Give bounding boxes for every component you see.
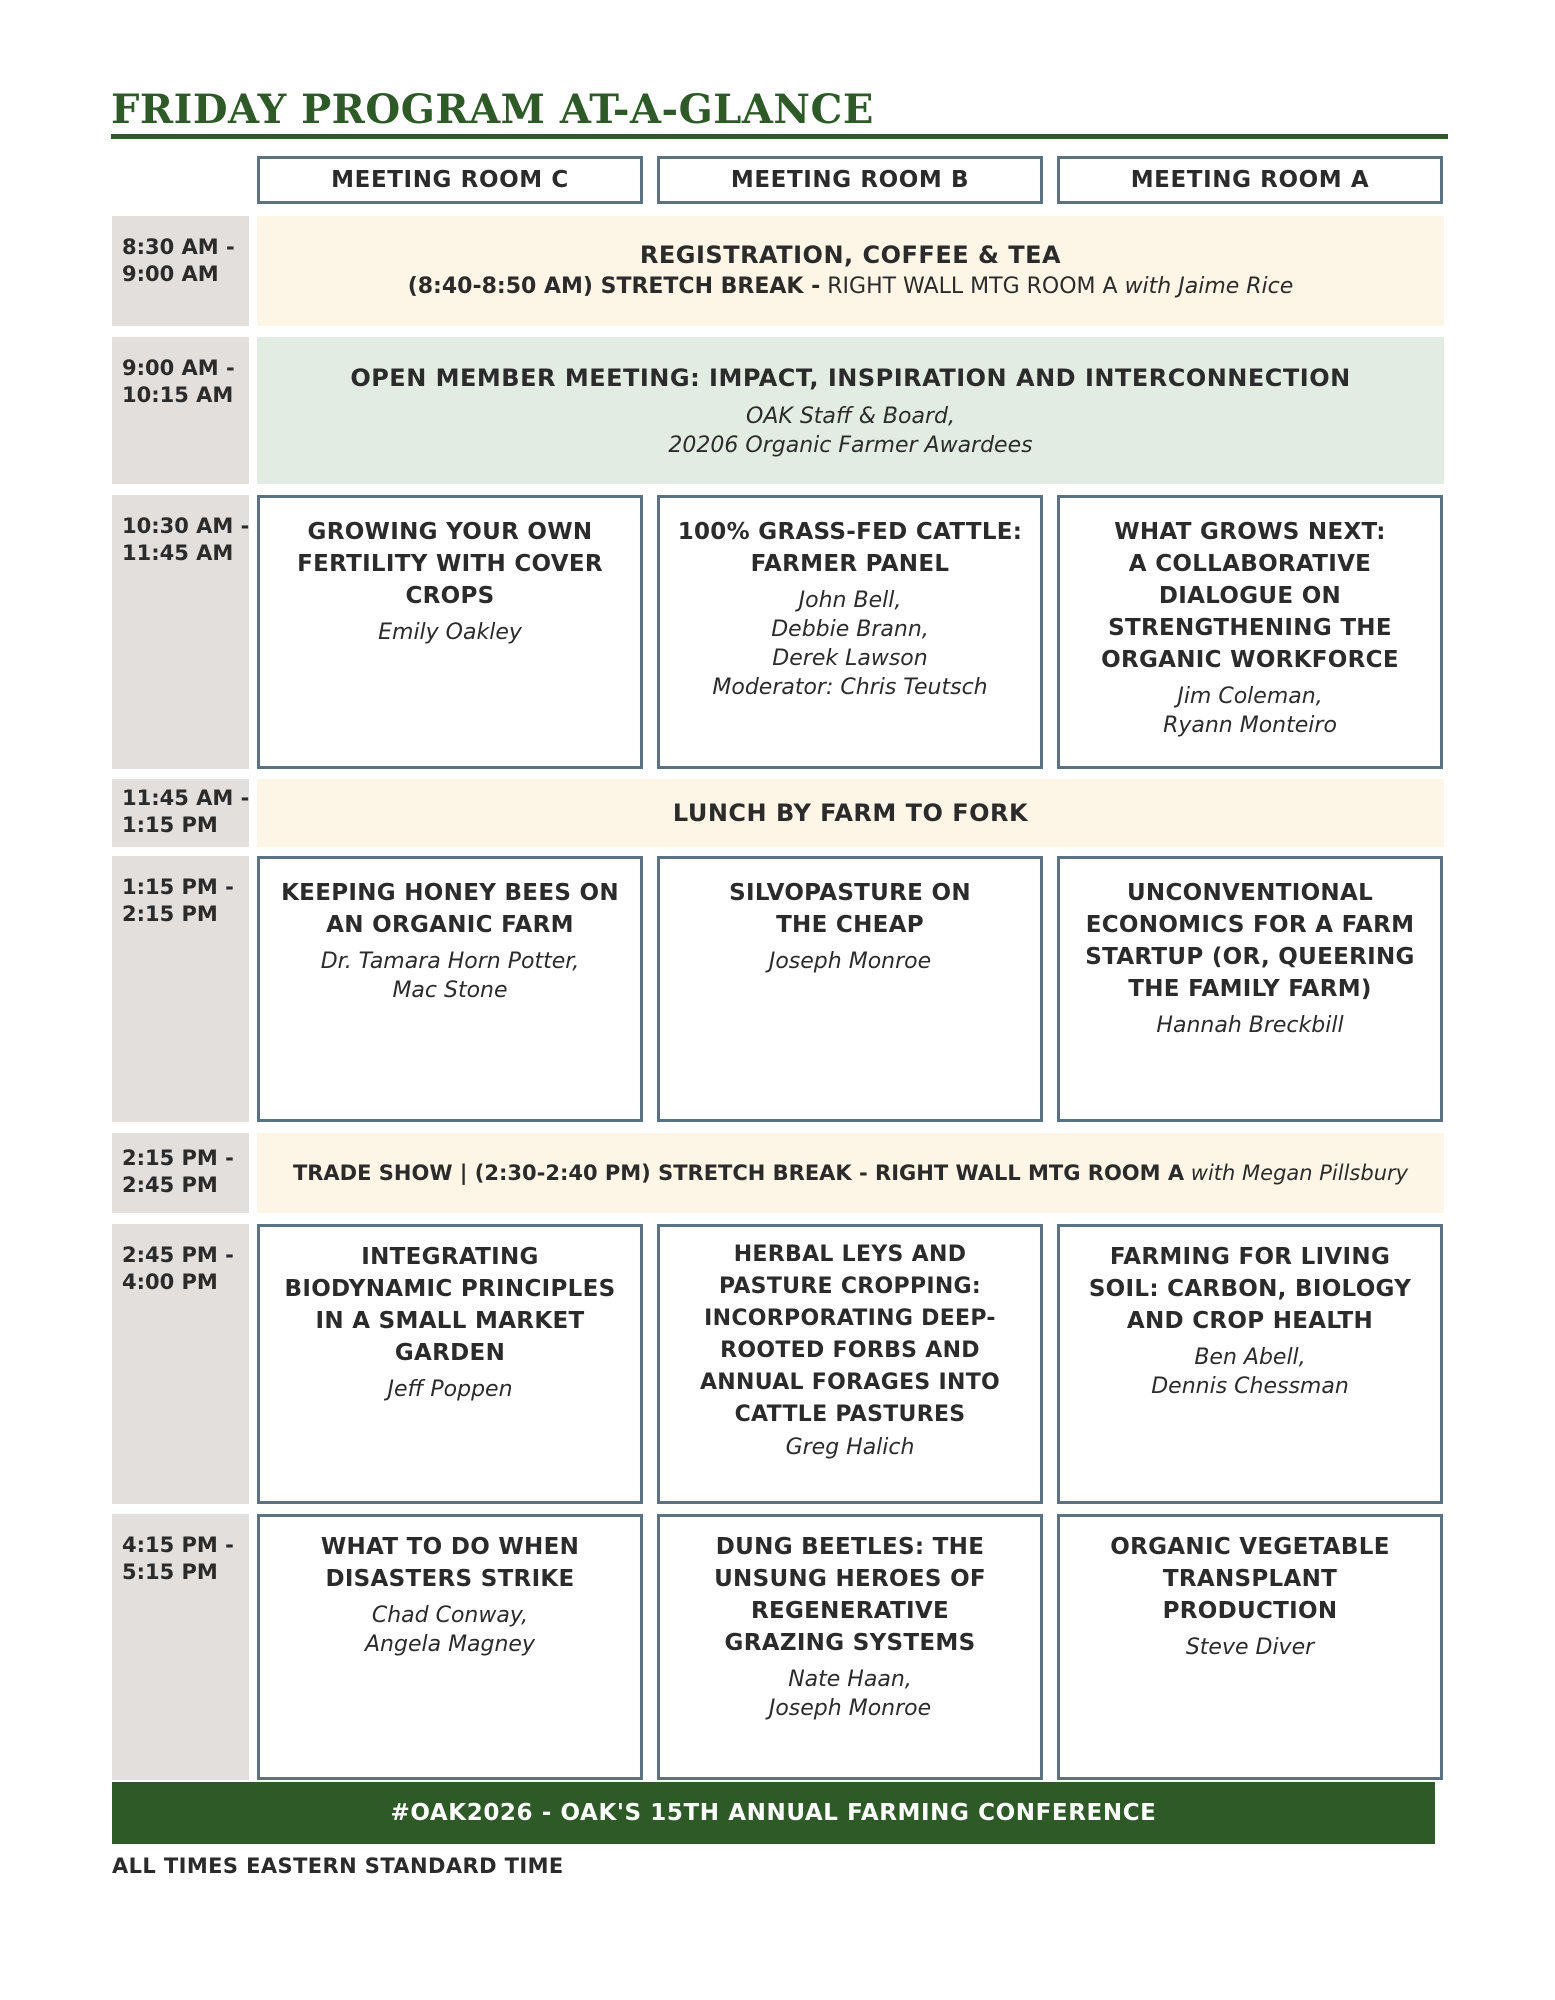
time-end: 10:15 AM bbox=[122, 383, 234, 407]
session-card[interactable] bbox=[657, 1514, 1043, 1780]
title-line: PASTURE CROPPING: bbox=[718, 1274, 982, 1299]
title-line: FARMER PANEL bbox=[750, 551, 950, 577]
stretch-break-host: with Jaime Rice bbox=[1124, 274, 1294, 299]
session-title bbox=[1070, 1241, 1430, 1337]
title-line: ORGANIC VEGETABLE bbox=[1110, 1534, 1390, 1560]
speaker: Dennis Chessman bbox=[1151, 1374, 1349, 1399]
session-title bbox=[1070, 516, 1430, 676]
room-header-a: MEETING ROOM A bbox=[1057, 156, 1443, 204]
title-line: GROWING YOUR OWN bbox=[307, 519, 593, 545]
band-title: REGISTRATION, COFFEE & TEA bbox=[639, 241, 1062, 269]
band-title: LUNCH BY FARM TO FORK bbox=[672, 799, 1029, 827]
session-title bbox=[270, 1241, 630, 1369]
title-line: CROPS bbox=[405, 583, 495, 609]
speaker: Derek Lawson bbox=[772, 646, 928, 671]
session-speakers bbox=[1070, 1633, 1430, 1662]
time-end: 1:15 PM bbox=[122, 813, 218, 837]
time-slot bbox=[112, 1133, 249, 1213]
speaker: Emily Oakley bbox=[378, 620, 522, 645]
speaker: Dr. Tamara Horn Potter, bbox=[320, 949, 580, 974]
time-start: 1:15 PM - bbox=[122, 875, 234, 899]
lunch-band bbox=[257, 779, 1444, 847]
time-end: 4:00 PM bbox=[122, 1270, 218, 1294]
time-slot bbox=[112, 779, 249, 847]
speaker: Angela Magney bbox=[364, 1632, 535, 1657]
time-start: 2:15 PM - bbox=[122, 1146, 234, 1170]
session-card[interactable] bbox=[1057, 495, 1443, 769]
title-line: ORGANIC WORKFORCE bbox=[1101, 647, 1399, 673]
band-speaker: 20206 Organic Farmer Awardees bbox=[668, 432, 1033, 458]
session-card[interactable] bbox=[257, 495, 643, 769]
session-title bbox=[1070, 877, 1430, 1005]
time-start: 8:30 AM - bbox=[122, 235, 235, 259]
title-line: AN ORGANIC FARM bbox=[326, 912, 574, 938]
title-line: UNCONVENTIONAL bbox=[1126, 880, 1374, 906]
time-end: 2:45 PM bbox=[122, 1173, 218, 1197]
speaker: Greg Halich bbox=[785, 1435, 915, 1460]
conference-footer-bar: #OAK2026 - OAK'S 15TH ANNUAL FARMING CONFERENCE bbox=[112, 1782, 1435, 1844]
time-end: 11:45 AM bbox=[122, 541, 234, 565]
time-slot bbox=[112, 1514, 249, 1780]
session-card[interactable] bbox=[257, 856, 643, 1122]
session-speakers bbox=[1070, 1011, 1430, 1040]
session-speakers bbox=[1070, 682, 1430, 740]
session-card[interactable] bbox=[1057, 1224, 1443, 1504]
title-line: REGENERATIVE bbox=[750, 1598, 950, 1624]
title-line: GARDEN bbox=[394, 1340, 506, 1366]
stretch-break-line bbox=[408, 271, 1294, 303]
session-title bbox=[670, 516, 1030, 580]
room-header-c: MEETING ROOM C bbox=[257, 156, 643, 204]
stretch-break-time: (8:40-8:50 AM) STRETCH BREAK - bbox=[407, 274, 821, 299]
session-card[interactable] bbox=[1057, 1514, 1443, 1780]
speaker: Ben Abell, bbox=[1194, 1345, 1306, 1370]
title-line: STARTUP (OR, QUEERING bbox=[1085, 944, 1415, 970]
band-title: OPEN MEMBER MEETING: IMPACT, INSPIRATION AND INTERCONNECTION bbox=[350, 363, 1351, 392]
speaker: Hannah Breckbill bbox=[1156, 1013, 1344, 1038]
title-line: SILVOPASTURE ON bbox=[729, 880, 971, 906]
speaker: Ryann Monteiro bbox=[1163, 713, 1337, 738]
session-title bbox=[670, 1239, 1030, 1431]
speaker: Jeff Poppen bbox=[387, 1377, 513, 1402]
session-speakers bbox=[670, 1433, 1030, 1462]
speaker: Joseph Monroe bbox=[768, 949, 932, 974]
time-end: 5:15 PM bbox=[122, 1560, 218, 1584]
session-card[interactable] bbox=[657, 495, 1043, 769]
time-slot bbox=[112, 1224, 249, 1504]
speaker: Moderator: Chris Teutsch bbox=[712, 675, 988, 700]
time-start: 10:30 AM - bbox=[122, 514, 250, 538]
session-title bbox=[270, 877, 630, 941]
time-end: 2:15 PM bbox=[122, 902, 218, 926]
time-start: 4:15 PM - bbox=[122, 1533, 234, 1557]
trade-show-text: TRADE SHOW | (2:30-2:40 PM) STRETCH BREAK - RIGHT WALL MTG ROOM A bbox=[292, 1161, 1185, 1185]
title-line: DIALOGUE ON bbox=[1158, 583, 1342, 609]
title-divider bbox=[111, 134, 1448, 139]
timezone-note: ALL TIMES EASTERN STANDARD TIME bbox=[112, 1854, 564, 1878]
title-line: UNSUNG HEROES OF bbox=[714, 1566, 986, 1592]
title-line: ECONOMICS FOR A FARM bbox=[1085, 912, 1415, 938]
session-speakers bbox=[270, 1375, 630, 1404]
speaker: Mac Stone bbox=[392, 978, 508, 1003]
stretch-break-location: RIGHT WALL MTG ROOM A bbox=[820, 274, 1125, 299]
session-speakers bbox=[670, 586, 1030, 702]
time-end: 9:00 AM bbox=[122, 262, 219, 286]
title-line: DISASTERS STRIKE bbox=[325, 1566, 575, 1592]
session-speakers bbox=[270, 1601, 630, 1659]
title-line: ANNUAL FORAGES INTO bbox=[699, 1370, 1001, 1395]
room-header-b: MEETING ROOM B bbox=[657, 156, 1043, 204]
title-line: GRAZING SYSTEMS bbox=[724, 1630, 976, 1656]
speaker: John Bell, bbox=[798, 588, 902, 613]
session-speakers bbox=[670, 1665, 1030, 1723]
title-line: BIODYNAMIC PRINCIPLES bbox=[284, 1276, 616, 1302]
session-speakers bbox=[270, 618, 630, 647]
session-speakers bbox=[1070, 1343, 1430, 1401]
session-card[interactable] bbox=[657, 856, 1043, 1122]
session-speakers bbox=[270, 947, 630, 1005]
title-line: ROOTED FORBS AND bbox=[720, 1338, 980, 1363]
speaker: Jim Coleman, bbox=[1177, 684, 1323, 709]
time-slot bbox=[112, 856, 249, 1122]
title-line: WHAT GROWS NEXT: bbox=[1114, 519, 1386, 545]
title-line: FERTILITY WITH COVER bbox=[297, 551, 603, 577]
speaker: Chad Conway, bbox=[371, 1603, 529, 1628]
session-card[interactable] bbox=[657, 1224, 1043, 1504]
session-title bbox=[1070, 1531, 1430, 1627]
title-line: INTEGRATING bbox=[361, 1244, 539, 1270]
title-line: IN A SMALL MARKET bbox=[315, 1308, 585, 1334]
trade-show-line bbox=[293, 1157, 1408, 1189]
time-slot bbox=[112, 216, 249, 326]
session-title bbox=[670, 877, 1030, 941]
page-title: FRIDAY PROGRAM AT-A-GLANCE bbox=[111, 86, 874, 133]
session-title bbox=[270, 1531, 630, 1595]
title-line: HERBAL LEYS AND bbox=[733, 1242, 967, 1267]
title-line: SOIL: CARBON, BIOLOGY bbox=[1088, 1276, 1412, 1302]
title-line: STRENGTHENING THE bbox=[1108, 615, 1392, 641]
session-title bbox=[270, 516, 630, 612]
speaker: Debbie Brann, bbox=[771, 617, 929, 642]
band-speaker: OAK Staff & Board, bbox=[746, 403, 955, 429]
time-start: 9:00 AM - bbox=[122, 356, 235, 380]
title-line: WHAT TO DO WHEN bbox=[320, 1534, 580, 1560]
title-line: CATTLE PASTURES bbox=[734, 1402, 966, 1427]
speaker: Joseph Monroe bbox=[768, 1696, 932, 1721]
session-card[interactable] bbox=[257, 1514, 643, 1780]
session-card[interactable] bbox=[1057, 856, 1443, 1122]
title-line: FARMING FOR LIVING bbox=[1109, 1244, 1391, 1270]
title-line: THE CHEAP bbox=[776, 912, 924, 938]
title-line: KEEPING HONEY BEES ON bbox=[281, 880, 619, 906]
title-line: PRODUCTION bbox=[1162, 1598, 1338, 1624]
title-line: AND CROP HEALTH bbox=[1126, 1308, 1374, 1334]
member-meeting-band bbox=[257, 337, 1444, 484]
session-speakers bbox=[670, 947, 1030, 976]
speaker: Nate Haan, bbox=[788, 1667, 912, 1692]
speaker: Steve Diver bbox=[1185, 1635, 1315, 1660]
title-line: A COLLABORATIVE bbox=[1128, 551, 1372, 577]
trade-show-band bbox=[257, 1133, 1444, 1213]
time-start: 11:45 AM - bbox=[122, 786, 250, 810]
session-card[interactable] bbox=[257, 1224, 643, 1504]
registration-band bbox=[257, 216, 1444, 326]
title-line: DUNG BEETLES: THE bbox=[715, 1534, 985, 1560]
time-slot bbox=[112, 495, 249, 769]
stretch-break-host: with Megan Pillsbury bbox=[1184, 1161, 1409, 1185]
time-slot bbox=[112, 337, 249, 484]
session-title bbox=[670, 1531, 1030, 1659]
title-line: THE FAMILY FARM) bbox=[1128, 976, 1372, 1002]
title-line: TRANSPLANT bbox=[1162, 1566, 1338, 1592]
title-line: 100% GRASS-FED CATTLE: bbox=[677, 519, 1023, 545]
time-start: 2:45 PM - bbox=[122, 1243, 234, 1267]
title-line: INCORPORATING DEEP- bbox=[704, 1306, 996, 1331]
